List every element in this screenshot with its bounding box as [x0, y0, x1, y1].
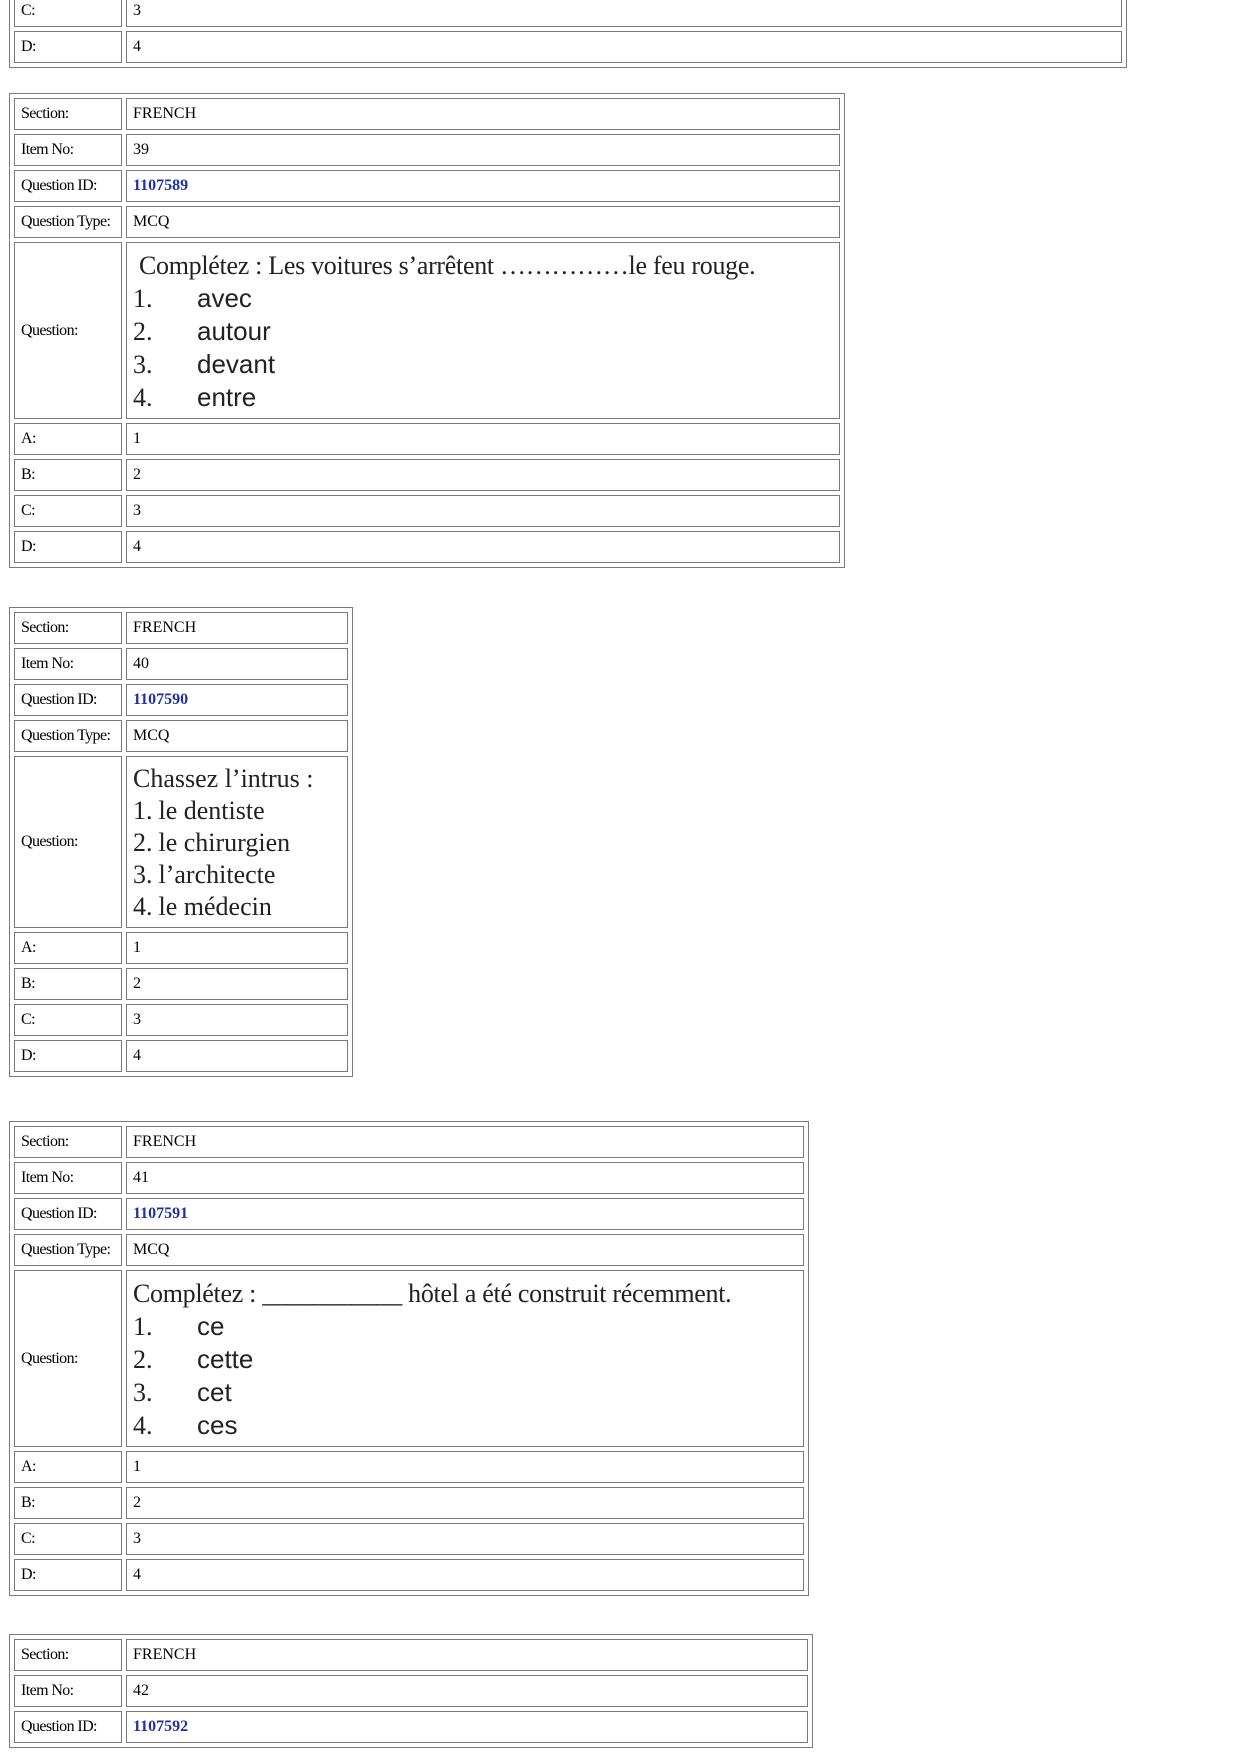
- value-d: 4: [126, 31, 1122, 63]
- value-d: 4: [126, 1559, 804, 1591]
- option-3: 3. devant: [133, 349, 276, 379]
- question-content: [127, 243, 839, 418]
- section-value: FRENCH: [126, 1126, 804, 1158]
- question-table-40: [9, 607, 353, 1077]
- row-c: [14, 0, 1122, 27]
- option-4: 4. le médecin: [133, 892, 272, 921]
- value-c: 3: [126, 1523, 804, 1555]
- item-no-value: 40: [126, 648, 348, 680]
- option-1: 1. avec: [133, 283, 252, 313]
- value-c: 3: [126, 1004, 348, 1036]
- label-question: Question:: [14, 756, 122, 928]
- question-content: [127, 757, 347, 927]
- label-d: D:: [14, 31, 122, 63]
- label-section: Section:: [14, 612, 122, 644]
- option-3: 3. cet: [133, 1377, 232, 1407]
- question-type-value: MCQ: [126, 1234, 804, 1266]
- label-item-no: Item No:: [14, 1675, 122, 1707]
- label-item-no: Item No:: [14, 1162, 122, 1194]
- question-table-41: [9, 1121, 809, 1596]
- label-question-type: Question Type:: [14, 1234, 122, 1266]
- label-c: C:: [14, 0, 122, 27]
- question-stem: Chassez l’intrus :: [133, 764, 314, 793]
- value-b: 2: [126, 968, 348, 1000]
- label-question: Question:: [14, 242, 122, 419]
- item-no-value: 39: [126, 134, 840, 166]
- value-c: 3: [126, 0, 1122, 27]
- question-table-39: [9, 93, 845, 568]
- label-question-id: Question ID:: [14, 684, 122, 716]
- label-d: D:: [14, 1559, 122, 1591]
- item-no-value: 42: [126, 1675, 808, 1707]
- value-b: 2: [126, 459, 840, 491]
- label-item-no: Item No:: [14, 648, 122, 680]
- option-4: 4. ces: [133, 1410, 238, 1440]
- item-no-value: 41: [126, 1162, 804, 1194]
- label-question: Question:: [14, 1270, 122, 1447]
- label-section: Section:: [14, 98, 122, 130]
- question-type-value: MCQ: [126, 720, 348, 752]
- question-table-partial: [9, 0, 1127, 68]
- option-3: 3. l’architecte: [133, 860, 276, 889]
- label-a: A:: [14, 932, 122, 964]
- question-id-link[interactable]: 1107589: [133, 177, 189, 194]
- label-section: Section:: [14, 1639, 122, 1671]
- label-section: Section:: [14, 1126, 122, 1158]
- option-1: 1. le dentiste: [133, 796, 265, 825]
- label-question-id: Question ID:: [14, 1711, 122, 1743]
- label-a: A:: [14, 1451, 122, 1483]
- question-id-link[interactable]: 1107590: [133, 691, 189, 708]
- value-a: 1: [126, 1451, 804, 1483]
- value-d: 4: [126, 1040, 348, 1072]
- value-a: 1: [126, 423, 840, 455]
- label-c: C:: [14, 1004, 122, 1036]
- label-c: C:: [14, 495, 122, 527]
- section-value: FRENCH: [126, 612, 348, 644]
- section-value: FRENCH: [126, 98, 840, 130]
- question-stem: Complétez : ___________ hôtel a été construit récemment.: [133, 1279, 732, 1308]
- question-type-value: MCQ: [126, 206, 840, 238]
- row-d: [14, 31, 1122, 63]
- question-content: [127, 1271, 803, 1446]
- option-2: 2. cette: [133, 1344, 254, 1374]
- value-d: 4: [126, 531, 840, 563]
- question-id-link[interactable]: 1107592: [133, 1718, 189, 1735]
- option-4: 4. entre: [133, 382, 257, 412]
- label-question-id: Question ID:: [14, 1198, 122, 1230]
- label-b: B:: [14, 1487, 122, 1519]
- label-b: B:: [14, 968, 122, 1000]
- value-a: 1: [126, 932, 348, 964]
- label-question-id: Question ID:: [14, 170, 122, 202]
- option-2: 2. le chirurgien: [133, 828, 291, 857]
- section-value: FRENCH: [126, 1639, 808, 1671]
- label-b: B:: [14, 459, 122, 491]
- label-question-type: Question Type:: [14, 206, 122, 238]
- option-2: 2. autour: [133, 316, 271, 346]
- label-c: C:: [14, 1523, 122, 1555]
- label-a: A:: [14, 423, 122, 455]
- question-table-42: [9, 1634, 813, 1748]
- option-1: 1. ce: [133, 1311, 225, 1341]
- label-d: D:: [14, 1040, 122, 1072]
- question-stem: Complétez : Les voitures s’arrêtent ……………le feu rouge.: [139, 251, 756, 280]
- label-item-no: Item No:: [14, 134, 122, 166]
- value-b: 2: [126, 1487, 804, 1519]
- label-d: D:: [14, 531, 122, 563]
- value-c: 3: [126, 495, 840, 527]
- label-question-type: Question Type:: [14, 720, 122, 752]
- question-id-link[interactable]: 1107591: [133, 1205, 189, 1222]
